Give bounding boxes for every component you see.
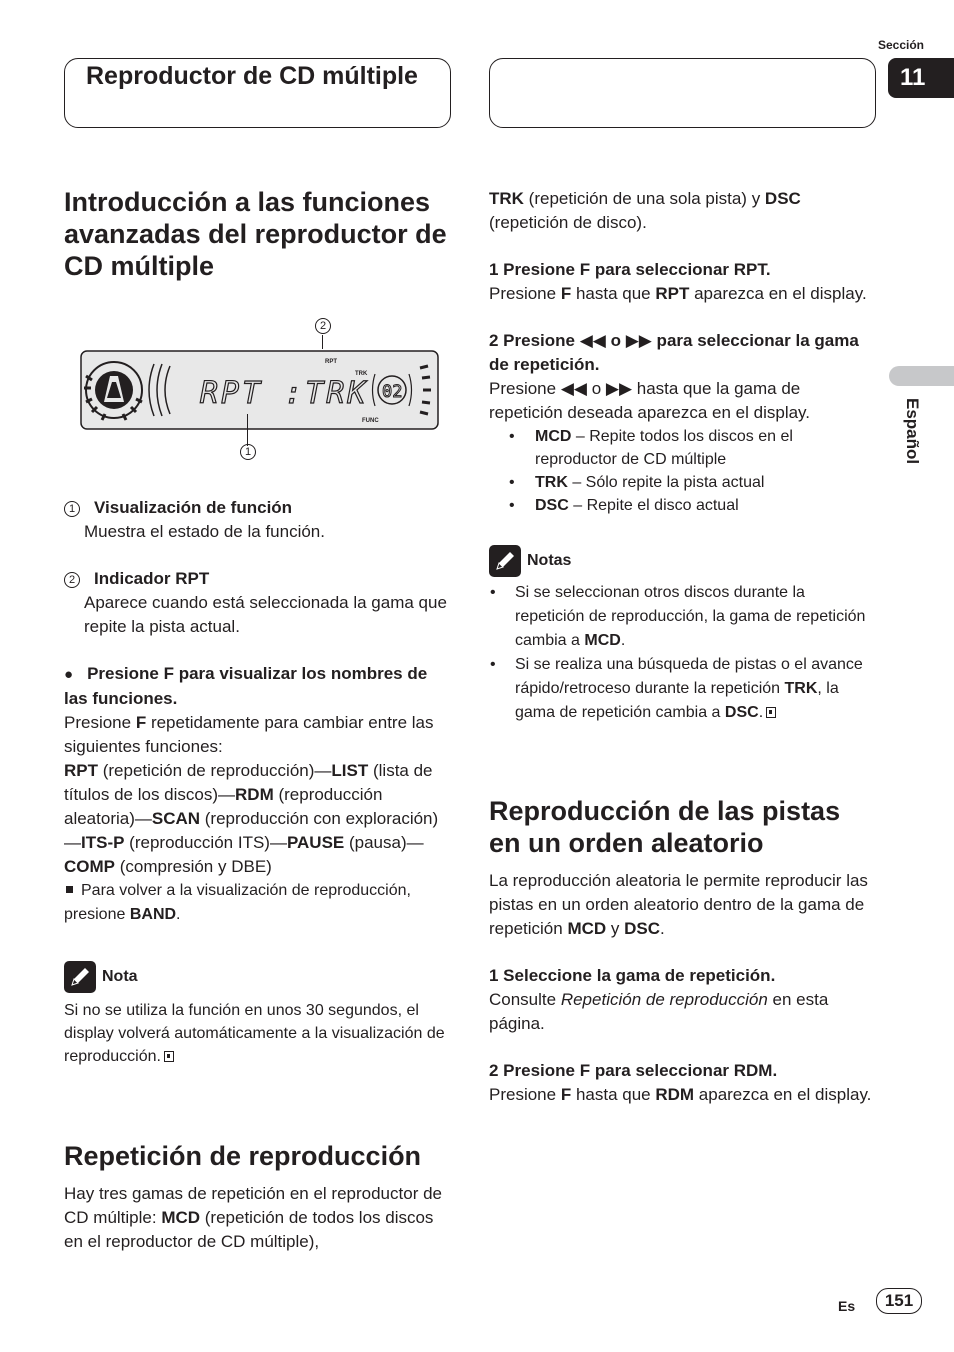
bullet-dot: ●: [64, 666, 74, 683]
list-item: • DSC – Repite el disco actual: [489, 494, 877, 517]
lcd-display: [80, 350, 440, 432]
random-step-1-text: Consulte Repetición de reproducción en esta página.: [489, 990, 829, 1033]
repeat-range-list: [489, 425, 877, 517]
repeat-continued: TRK (repetición de una sola pista) y DSC (repetición de disco).: [489, 189, 801, 232]
chapter-title: Reproductor de CD múltiple: [86, 62, 418, 90]
left-column: [64, 186, 452, 1254]
right-column: [489, 187, 877, 1107]
callout-2-line: [322, 335, 323, 349]
item-2-title: [64, 567, 452, 591]
pencil-icon: [489, 545, 521, 577]
list-item: • TRK – Sólo repite la pista actual: [489, 471, 877, 494]
section-label: Sección: [877, 38, 925, 52]
func-indicator: FUNC: [362, 418, 379, 424]
language-code: Es: [838, 1298, 856, 1314]
callout-1-marker: 1: [240, 444, 256, 460]
callout-1-line: [247, 414, 248, 446]
notes-list: [489, 581, 877, 725]
pencil-icon: [64, 961, 96, 993]
press-f-heading-text: Presione F para visualizar los nombres de las funciones.: [64, 664, 428, 708]
list-item: • Si se realiza una búsqueda de pistas o el avance rápido/retroceso durante la repetición TRK, la gama de repetición cambia a DSC.: [489, 653, 877, 725]
callout-2-marker: 2: [315, 318, 331, 334]
random-heading: Reproducción de las pistas en un orden aleatorio: [489, 796, 841, 858]
notas-heading: [489, 545, 877, 577]
random-step-1-heading: 1 Seleccione la gama de repetición.: [489, 966, 776, 985]
nota-heading: [64, 961, 452, 993]
random-step-2-text: Presione F hasta que RDM aparezca en el display.: [489, 1085, 872, 1104]
list-item: • Si se seleccionan otros discos durante la repetición de reproducción, la gama de repetición cambia a MCD.: [489, 581, 877, 653]
item-1-title-text: Visualización de función: [94, 498, 293, 517]
function-list: RPT (repetición de reproducción)—LIST (lista de títulos de los discos)—RDM (reproducción aleatoria)—SCAN (reproducción con exploración)—ITS-P (reproducción ITS)—PAUSE (pausa)—COMP (compresión y DBE): [64, 761, 439, 876]
language-tab: [889, 366, 954, 386]
step-1-heading: 1 Presione F para seleccionar RPT.: [489, 260, 771, 279]
random-step-2-heading: 2 Presione F para seleccionar RDM.: [489, 1061, 778, 1080]
rpt-indicator: RPT: [325, 359, 337, 365]
press-f-text: Presione F repetidamente para cambiar entre las siguientes funciones:: [64, 713, 434, 756]
item-2-title-text: Indicador RPT: [94, 569, 210, 588]
item-2-text: Aparece cuando está seleccionada la gama que repite la pista actual.: [84, 593, 447, 636]
repeat-heading: Repetición de reproducción: [64, 1141, 422, 1171]
empty-header-box: [489, 58, 876, 128]
end-mark-icon: [164, 1051, 174, 1062]
nota-title: Nota: [102, 968, 138, 985]
random-text: La reproducción aleatoria le permite reproducir las pistas en un orden aleatorio dentro de la gama de repetición MCD y DSC.: [489, 871, 868, 938]
list-item: • MCD – Repite todos los discos en el reproductor de CD múltiple: [489, 425, 877, 471]
nota-text: Si no se utiliza la función en unos 30 segundos, el display volverá automáticamente a la visualización de reproducción.: [64, 1002, 445, 1065]
item-1-number: 1: [64, 501, 80, 517]
display-illustration: [64, 314, 452, 509]
repeat-text: Hay tres gamas de repetición en el reproductor de CD múltiple: MCD (repetición de todos los discos en el reproductor de CD múltiple),: [64, 1184, 442, 1251]
intro-heading: Introducción a las funciones avanzadas del reproductor de CD múltiple: [64, 187, 447, 281]
language-label-vertical: [894, 398, 930, 488]
step-2-heading: 2 Presione ◀◀ o ▶▶ para seleccionar la gama de repetición.: [489, 331, 859, 374]
return-text: Para volver a la visualización de reproducción, presione BAND.: [64, 882, 411, 923]
language-label: Español: [903, 398, 922, 465]
press-f-heading: [64, 662, 452, 711]
section-number-tab: 11: [888, 58, 954, 98]
step-2-text: Presione ◀◀ o ▶▶ hasta que la gama de repetición deseada aparezca en el display.: [489, 379, 811, 422]
page-number: 151: [876, 1288, 922, 1314]
item-1-text: Muestra el estado de la función.: [84, 522, 325, 541]
display-function-text: RPT :TRK: [200, 376, 369, 411]
notas-title: Notas: [527, 552, 572, 569]
item-2: [64, 567, 452, 639]
trk-indicator: TRK: [355, 371, 368, 377]
end-mark-icon: [766, 707, 776, 718]
square-bullet: [66, 886, 73, 893]
item-2-number: 2: [64, 572, 80, 588]
disc-number: 02: [382, 382, 403, 402]
step-1-text: Presione F hasta que RPT aparezca en el display.: [489, 284, 867, 303]
